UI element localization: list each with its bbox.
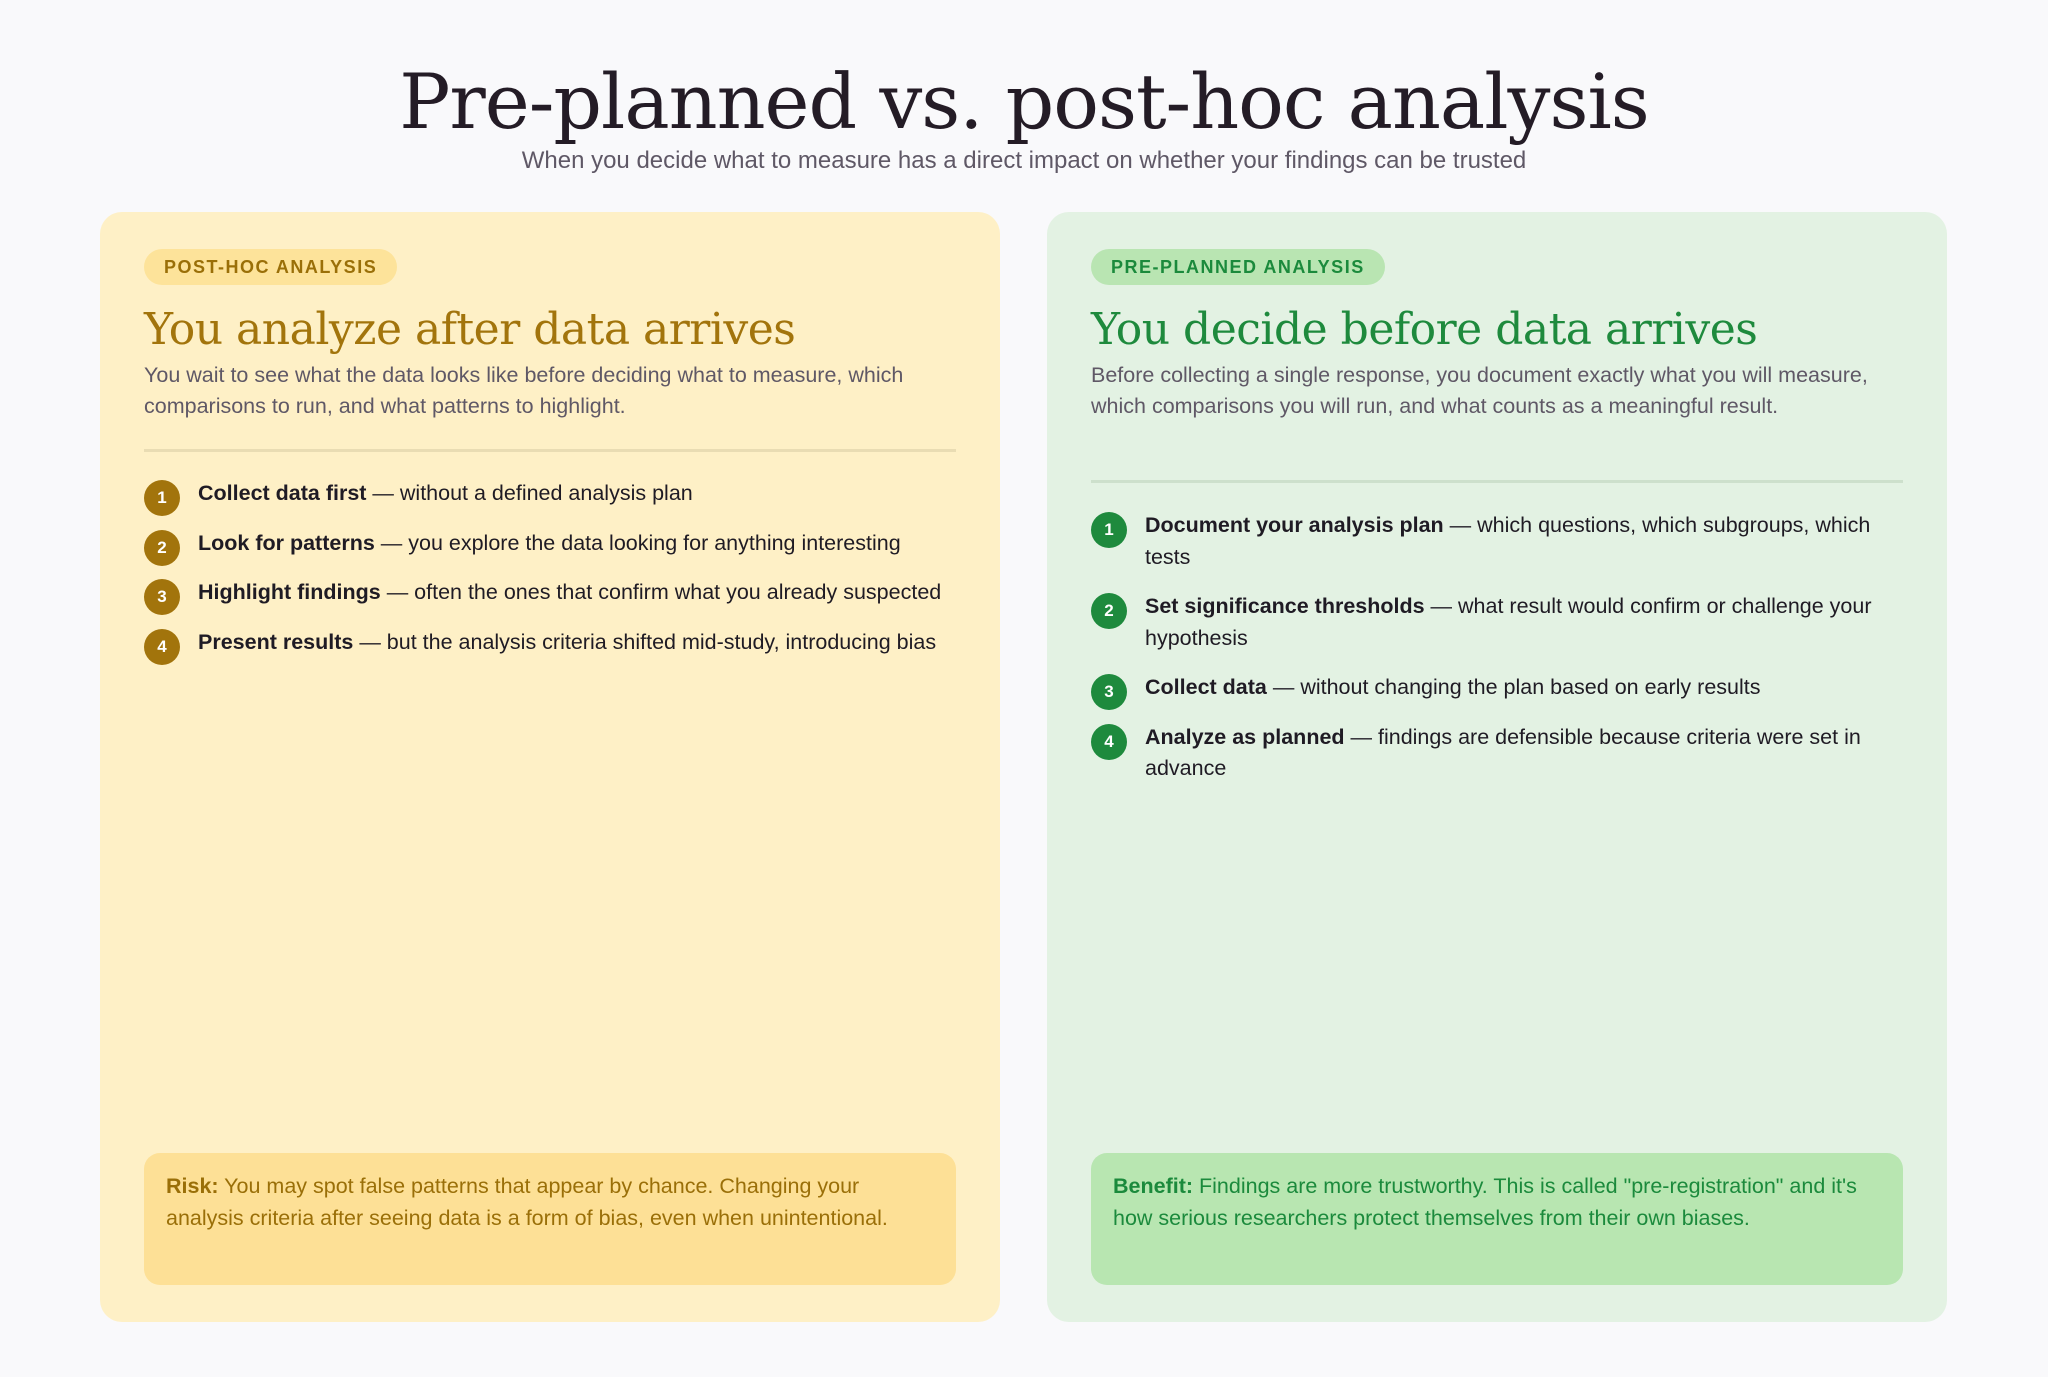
step-number-badge: 2 [1091,593,1127,629]
pre-planned-card [1047,212,1947,1322]
post-hoc-step [144,577,964,609]
benefit-callout [1091,1153,1903,1285]
step-title: Highlight findings [198,580,381,604]
pre-planned-divider [1091,480,1903,483]
step-number-badge: 3 [1091,674,1127,710]
step-title: Document your analysis plan [1145,513,1444,537]
step-title: Analyze as planned [1145,724,1345,749]
post-hoc-step [144,478,964,510]
step-text: — without a defined analysis plan [366,481,693,505]
step-title: Set significance thresholds [1145,594,1425,618]
step-text: — often the ones that confirm what you already suspected [380,580,942,604]
benefit-text: Findings are more trustworthy. This is called "pre-registration" and it's how serious researchers protect themselves from their own biases. [1113,1174,1857,1230]
step-text: — you explore the data looking for anything interesting [374,530,901,555]
benefit-label: Benefit: [1113,1174,1194,1198]
pre-planned-step [1091,722,1911,785]
risk-text: You may spot false patterns that appear by chance. Changing your analysis criteria after seeing data is a form of bias, even when unintentional. [166,1174,888,1230]
post-hoc-divider [144,449,956,452]
post-hoc-description: You wait to see what the data looks like before deciding what to measure, which comparisons to run, and what patterns to highlight. [144,363,904,418]
post-hoc-step [144,528,964,560]
risk-callout [144,1153,956,1285]
pre-planned-tag: PRE-PLANNED ANALYSIS [1091,249,1385,285]
step-text: — findings are defensible because criteria were set in advance [1145,724,1861,780]
pre-planned-description: Before collecting a single response, you document exactly what you will measure, which comparisons you will run, and what counts as a meaningful result. [1091,363,1868,418]
step-title: Collect data first [198,481,367,505]
page-title: Pre-planned vs. post-hoc analysis [399,57,1649,146]
post-hoc-card [100,212,1000,1322]
step-text: — what result would confirm or challenge your hypothesis [1145,594,1872,650]
step-number-badge: 3 [144,579,180,615]
pre-planned-title: You decide before data arrives [1091,304,1758,355]
page-subtitle: When you decide what to measure has a direct impact on whether your findings can be trusted [521,147,1527,174]
post-hoc-title: You analyze after data arrives [144,304,796,355]
pre-planned-step [1091,672,1911,704]
step-number-badge: 4 [1091,724,1127,760]
step-title: Present results [198,629,354,654]
post-hoc-step [144,627,964,659]
step-text: — which questions, which subgroups, which tests [1145,513,1871,569]
step-number-badge: 4 [144,629,180,665]
step-number-badge: 1 [1091,512,1127,548]
post-hoc-tag: POST-HOC ANALYSIS [144,249,397,285]
post-hoc-steps [144,478,964,676]
step-text: — but the analysis criteria shifted mid-study, introducing bias [353,629,937,654]
step-text: — without changing the plan based on early results [1266,675,1761,699]
pre-planned-step [1091,591,1911,654]
pre-planned-step [1091,510,1911,573]
pre-planned-steps [1091,510,1911,803]
step-number-badge: 2 [144,530,180,566]
step-number-badge: 1 [144,480,180,516]
risk-label: Risk: [166,1174,219,1198]
step-title: Collect data [1145,675,1267,699]
step-title: Look for patterns [198,530,375,555]
